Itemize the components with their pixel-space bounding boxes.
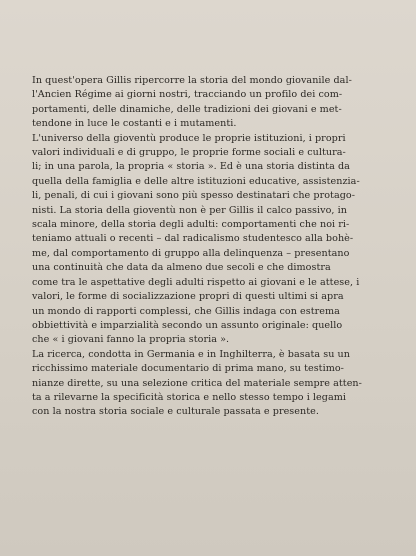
paragraph-research bbox=[32, 348, 380, 420]
text-line: portamenti, delle dinamiche, delle tradizioni dei giovani e met- bbox=[32, 103, 342, 115]
text-line: l'Ancien Régime ai giorni nostri, tracciando un profilo dei com- bbox=[32, 89, 343, 101]
text-line: tendone in luce le costanti e i mutamenti. bbox=[32, 118, 237, 130]
text-line: una continuità che data da almeno due secoli e che dimostra bbox=[32, 262, 331, 274]
text-line: li, penali, di cui i giovani sono più spesso destinatari che protago- bbox=[32, 190, 356, 202]
text-line: che « i giovani fanno la propria storia ». bbox=[32, 334, 230, 346]
text-line: La ricerca, condotta in Germania e in Inghilterra, è basata su un bbox=[32, 348, 350, 360]
text-line: come tra le aspettative degli adulti rispetto ai giovani e le attese, i bbox=[32, 276, 360, 288]
text-line: valori individuali e di gruppo, le proprie forme sociali e cultura- bbox=[32, 147, 346, 159]
text-line: valori, le forme di socializzazione propri di questi ultimi si apra bbox=[32, 291, 344, 303]
paragraph-intro bbox=[32, 74, 380, 132]
text-line: me, dal comportamento di gruppo alla delinquenza – presentano bbox=[32, 247, 350, 259]
text-line: ricchissimo materiale documentario di prima mano, su testimo- bbox=[32, 363, 344, 375]
text-line: nianze dirette, su una selezione critica del materiale sempre atten- bbox=[32, 377, 362, 389]
text-line: scala minore, della storia degli adulti: comportamenti che noi ri- bbox=[32, 219, 350, 231]
text-line: li; in una parola, la propria « storia ». Ed è una storia distinta da bbox=[32, 161, 350, 173]
text-line: In quest'opera Gillis ripercorre la storia del mondo giovanile dal- bbox=[32, 75, 352, 86]
text-line: quella della famiglia e delle altre istituzioni educative, assistenzia- bbox=[32, 175, 360, 187]
text-line: L'universo della gioventù produce le proprie istituzioni, i propri bbox=[32, 132, 346, 144]
text-line: nisti. La storia della gioventù non è per Gillis il calco passivo, in bbox=[32, 204, 347, 216]
text-line: obbiettività e imparzialità secondo un assunto originale: quello bbox=[32, 319, 343, 331]
text-line: teniamo attuali o recenti – dal radicalismo studentesco alla bohè- bbox=[32, 233, 354, 245]
paragraph-universe bbox=[32, 132, 380, 348]
blurb-text bbox=[32, 74, 380, 420]
text-line: un mondo di rapporti complessi, che Gillis indaga con estrema bbox=[32, 305, 340, 317]
text-line: ta a rilevarne la specificità storica e nello stesso tempo i legami bbox=[32, 391, 346, 403]
text-line: con la nostra storia sociale e culturale passata e presente. bbox=[32, 406, 319, 418]
